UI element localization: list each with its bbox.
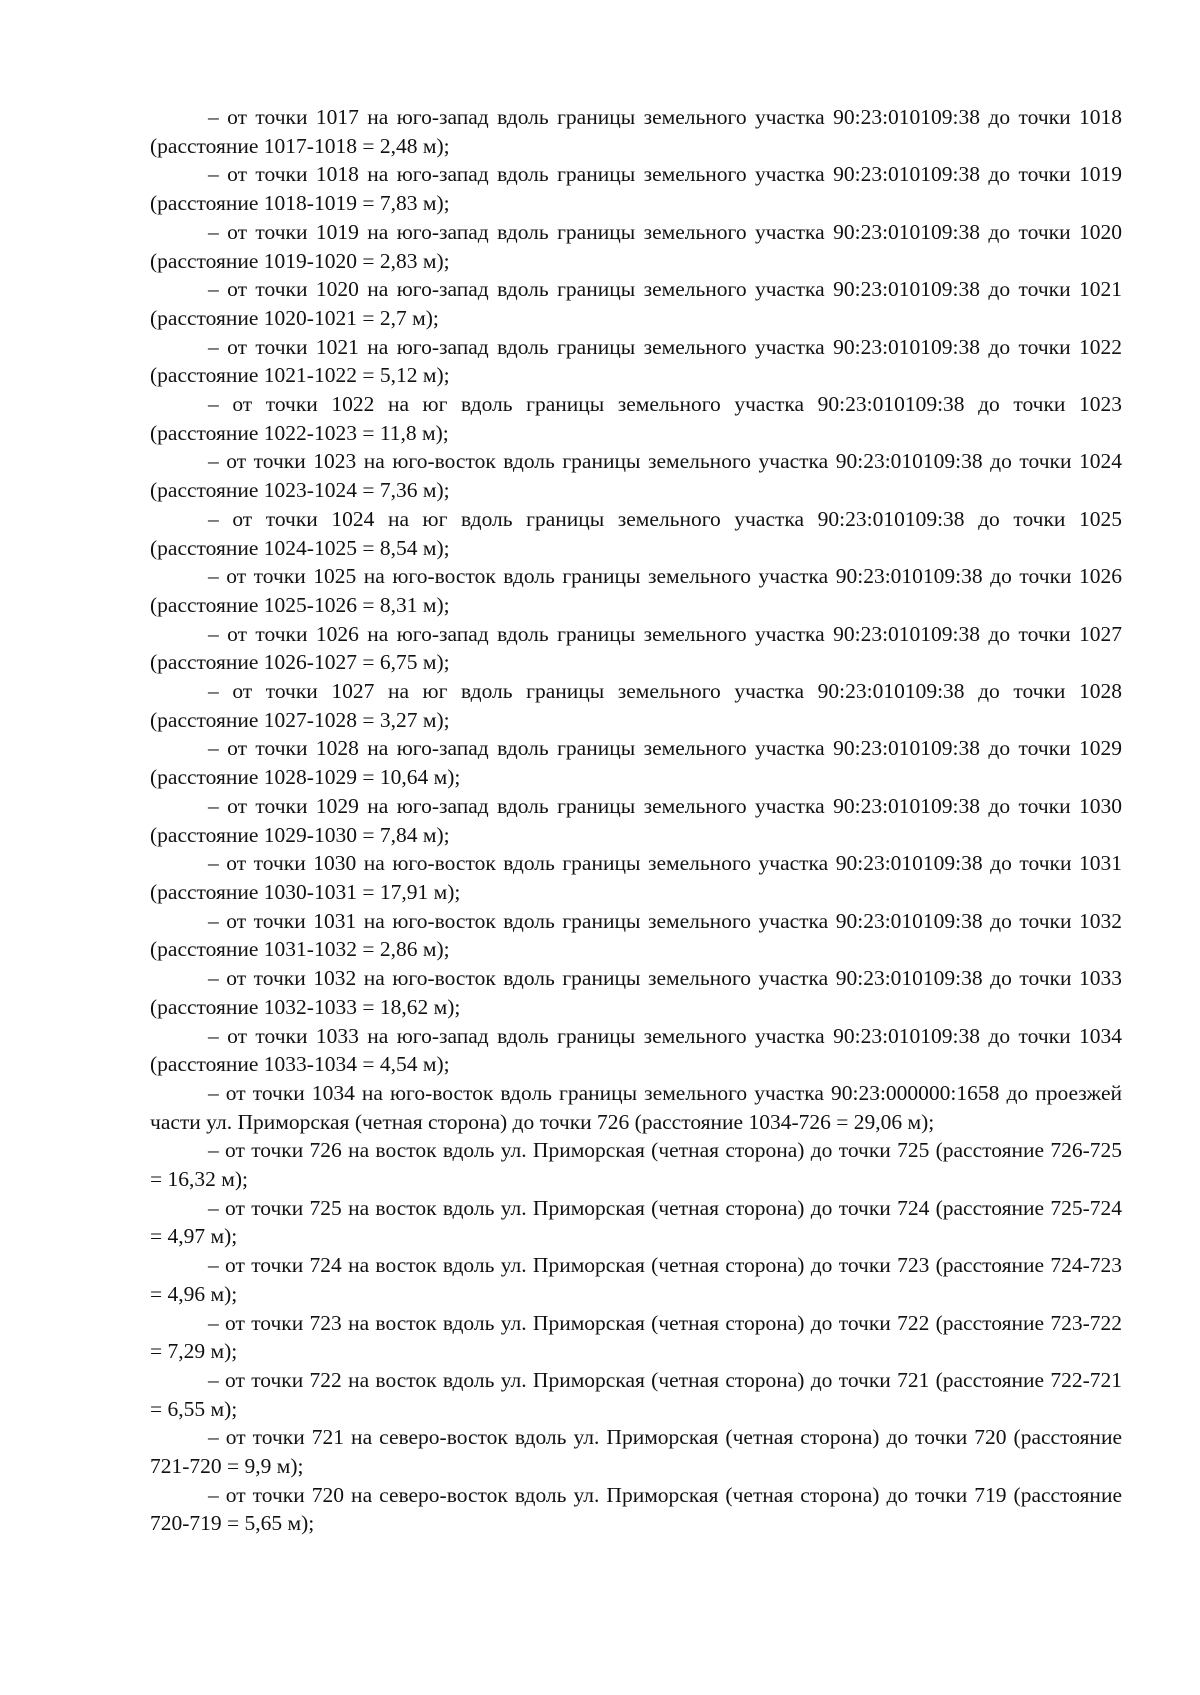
boundary-segment-1023-1024: – от точки 1023 на юго-восток вдоль границы земельного участка 90:23:010109:38 до точки 1024 (расстояние 1023-1024 = 7,36 м); bbox=[150, 449, 1122, 503]
boundary-segment-722-721: – от точки 722 на восток вдоль ул. Приморская (четная сторона) до точки 721 (расстояние 722-721 = 6,55 м); bbox=[150, 1367, 1122, 1421]
boundary-segment-1022-1023: – от точки 1022 на юг вдоль границы земельного участка 90:23:010109:38 до точки 1023 (расстояние 1022-1023 = 11,8 м); bbox=[150, 392, 1122, 445]
boundary-segment-1020-1021: – от точки 1020 на юго-запад вдоль границы земельного участка 90:23:010109:38 до точки 1021 (расстояние 1020-1021 = 2,7 м); bbox=[150, 277, 1122, 330]
boundary-segment-726-725: – от точки 726 на восток вдоль ул. Приморская (четная сторона) до точки 725 (расстояние 726-725 = 16,32 м); bbox=[150, 1138, 1122, 1192]
boundary-segment-1026-1027: – от точки 1026 на юго-запад вдоль границы земельного участка 90:23:010109:38 до точки 1027 (расстояние 1026-1027 = 6,75 м); bbox=[150, 621, 1122, 675]
boundary-segment-723-722: – от точки 723 на восток вдоль ул. Приморская (четная сторона) до точки 722 (расстояние 723-722 = 7,29 м); bbox=[150, 1310, 1122, 1364]
boundary-description bbox=[150, 103, 1122, 1538]
boundary-segment-1021-1022: – от точки 1021 на юго-запад вдоль границы земельного участка 90:23:010109:38 до точки 1022 (расстояние 1021-1022 = 5,12 м); bbox=[150, 334, 1122, 388]
boundary-segment-1029-1030: – от точки 1029 на юго-запад вдоль границы земельного участка 90:23:010109:38 до точки 1030 (расстояние 1029-1030 = 7,84 м); bbox=[150, 793, 1122, 847]
boundary-segment-1033-1034: – от точки 1033 на юго-запад вдоль границы земельного участка 90:23:010109:38 до точки 1034 (расстояние 1033-1034 = 4,54 м); bbox=[150, 1023, 1122, 1077]
boundary-segment-1025-1026: – от точки 1025 на юго-восток вдоль границы земельного участка 90:23:010109:38 до точки 1026 (расстояние 1025-1026 = 8,31 м); bbox=[150, 564, 1122, 617]
boundary-segment-1034-726: – от точки 1034 на юго-восток вдоль границы земельного участка 90:23:000000:1658 до проезжей части ул. Приморская (четная сторона) до точки 726 (расстояние 1034-726 = 29,06 м); bbox=[150, 1080, 1122, 1134]
boundary-segment-1030-1031: – от точки 1030 на юго-восток вдоль границы земельного участка 90:23:010109:38 до точки 1031 (расстояние 1030-1031 = 17,91 м); bbox=[150, 851, 1122, 904]
boundary-segment-1018-1019: – от точки 1018 на юго-запад вдоль границы земельного участка 90:23:010109:38 до точки 1019 (расстояние 1018-1019 = 7,83 м); bbox=[150, 162, 1122, 216]
boundary-segment-720-719: – от точки 720 на северо-восток вдоль ул. Приморская (четная сторона) до точки 719 (расстояние 720-719 = 5,65 м); bbox=[150, 1482, 1122, 1536]
boundary-segment-725-724: – от точки 725 на восток вдоль ул. Приморская (четная сторона) до точки 724 (расстояние 725-724 = 4,97 м); bbox=[150, 1195, 1122, 1249]
boundary-segment-721-720: – от точки 721 на северо-восток вдоль ул. Приморская (четная сторона) до точки 720 (расстояние 721-720 = 9,9 м); bbox=[150, 1425, 1122, 1479]
boundary-segment-724-723: – от точки 724 на восток вдоль ул. Приморская (четная сторона) до точки 723 (расстояние 724-723 = 4,96 м); bbox=[150, 1253, 1122, 1306]
boundary-segment-1019-1020: – от точки 1019 на юго-запад вдоль границы земельного участка 90:23:010109:38 до точки 1020 (расстояние 1019-1020 = 2,83 м); bbox=[150, 219, 1122, 273]
boundary-segment-1017-1018: – от точки 1017 на юго-запад вдоль границы земельного участка 90:23:010109:38 до точки 1018 (расстояние 1017-1018 = 2,48 м); bbox=[150, 105, 1122, 158]
boundary-segment-1028-1029: – от точки 1028 на юго-запад вдоль границы земельного участка 90:23:010109:38 до точки 1029 (расстояние 1028-1029 = 10,64 м); bbox=[150, 736, 1122, 790]
document-page bbox=[150, 103, 1122, 1538]
boundary-segment-1027-1028: – от точки 1027 на юг вдоль границы земельного участка 90:23:010109:38 до точки 1028 (расстояние 1027-1028 = 3,27 м); bbox=[150, 679, 1122, 732]
boundary-segment-1032-1033: – от точки 1032 на юго-восток вдоль границы земельного участка 90:23:010109:38 до точки 1033 (расстояние 1032-1033 = 18,62 м); bbox=[150, 966, 1122, 1019]
boundary-segment-1024-1025: – от точки 1024 на юг вдоль границы земельного участка 90:23:010109:38 до точки 1025 (расстояние 1024-1025 = 8,54 м); bbox=[150, 506, 1122, 560]
boundary-segment-1031-1032: – от точки 1031 на юго-восток вдоль границы земельного участка 90:23:010109:38 до точки 1032 (расстояние 1031-1032 = 2,86 м); bbox=[150, 908, 1122, 962]
